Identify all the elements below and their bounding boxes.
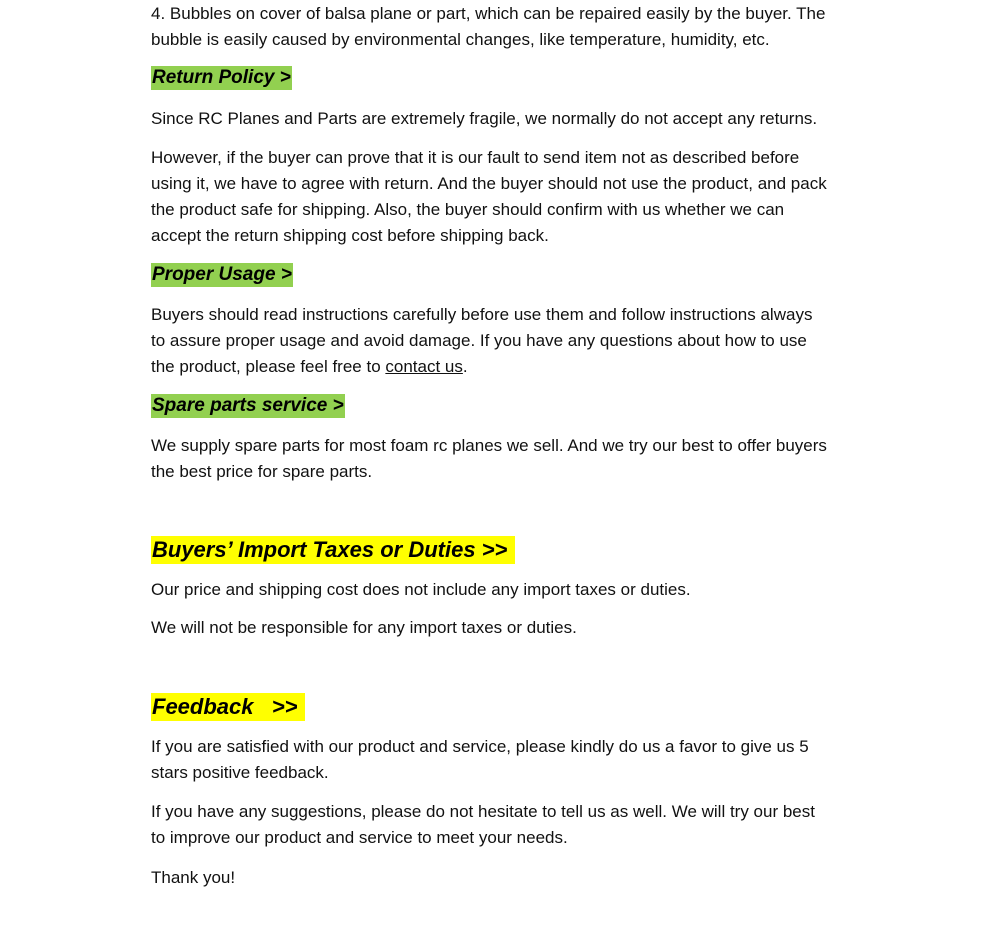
proper-usage-line-1: Buyers should read instructions carefully before use them and follow instructions always: [151, 305, 813, 324]
import-taxes-heading: [151, 536, 515, 564]
spare-parts-heading: [151, 394, 345, 418]
feedback-heading: [151, 693, 305, 721]
spare-parts-line-2: the best price for spare parts.: [151, 462, 373, 481]
feedback-paragraph-2-line-2: to improve our product and service to meet your needs.: [151, 828, 568, 847]
bubbles-note-line-1: 4. Bubbles on cover of balsa plane or part, which can be repaired easily by the buyer. The: [151, 4, 826, 23]
feedback-paragraph-1-line-1: If you are satisfied with our product and service, please kindly do us a favor to give us 5: [151, 737, 809, 756]
proper-usage-line-3: [151, 354, 468, 380]
feedback-heading-text: Feedback >>: [152, 694, 304, 719]
proper-usage-line-3-prefix: the product, please feel free to: [151, 357, 386, 376]
bubbles-note-line-2: bubble is easily caused by environmental changes, like temperature, humidity, etc.: [151, 30, 770, 49]
return-policy-heading: [151, 66, 292, 90]
return-policy-paragraph-2-line-4: accept the return shipping cost before shipping back.: [151, 226, 549, 245]
return-policy-paragraph-2-line-1: However, if the buyer can prove that it is our fault to send item not as described before: [151, 148, 800, 167]
spare-parts-line-1: We supply spare parts for most foam rc planes we sell. And we try our best to offer buyers: [151, 436, 827, 455]
feedback-paragraph-2-line-1: If you have any suggestions, please do not hesitate to tell us as well. We will try our best: [151, 802, 815, 821]
import-taxes-paragraph-2: We will not be responsible for any import taxes or duties.: [151, 618, 577, 637]
import-taxes-heading-text: Buyers’ Import Taxes or Duties >>: [152, 537, 514, 562]
feedback-thank-you: Thank you!: [151, 868, 236, 887]
return-policy-paragraph-1: Since RC Planes and Parts are extremely fragile, we normally do not accept any returns.: [151, 109, 818, 128]
proper-usage-line-3-suffix: .: [462, 357, 468, 376]
return-policy-heading-text: Return Policy >: [152, 67, 291, 88]
spare-parts-heading-text: Spare parts service >: [152, 395, 344, 416]
proper-usage-heading-text: Proper Usage >: [152, 264, 292, 285]
proper-usage-line-2: to assure proper usage and avoid damage. If you have any questions about how to use: [151, 331, 807, 350]
proper-usage-heading: [151, 263, 293, 287]
import-taxes-paragraph-1: Our price and shipping cost does not include any import taxes or duties.: [151, 580, 691, 599]
contact-us-link[interactable]: contact us: [385, 357, 463, 376]
return-policy-paragraph-2-line-2: using it, we have to agree with return. And the buyer should not use the product, and pack: [151, 174, 827, 193]
return-policy-paragraph-2-line-3: the product safe for shipping. Also, the buyer should confirm with us whether we can: [151, 200, 785, 219]
feedback-paragraph-1-line-2: stars positive feedback.: [151, 763, 329, 782]
